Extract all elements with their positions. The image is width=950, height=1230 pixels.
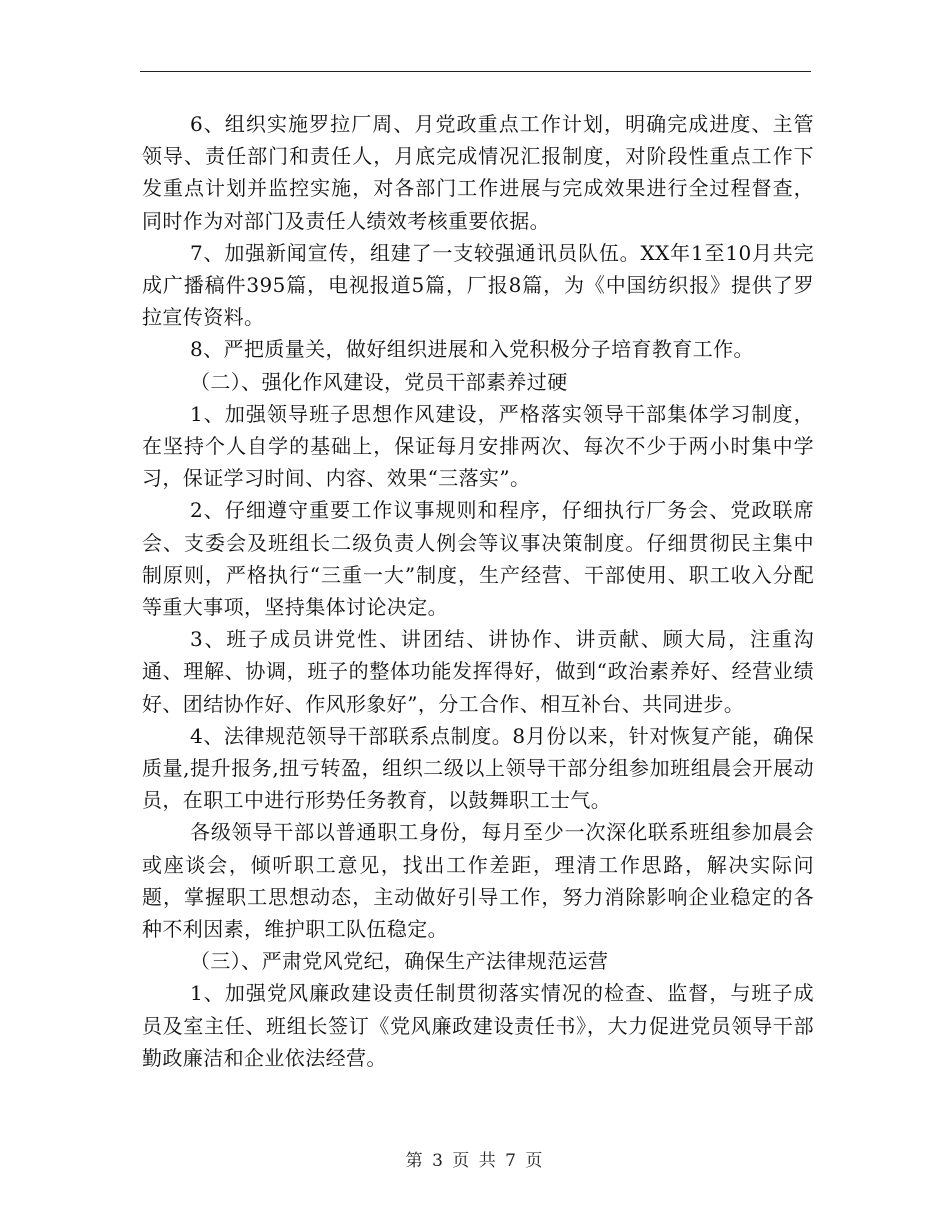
document-body: [142, 108, 814, 1074]
paragraph-item-2-4: 4、法律规范领导干部联系点制度。8月份以来，针对恢复产能，确保质量,提升报务,扭亏转盈，组织二级以上领导干部分组参加班组晨会开展动员，在职工中进行形势任务教育，以鼓舞职工士气。: [142, 723, 814, 813]
paragraph-item-3-1: 1、加强党风廉政建设责任制贯彻落实情况的检查、监督，与班子成员及室主任、班组长签订《党风廉政建设责任书》，大力促进党员领导干部勤政廉洁和企业依法经营。: [142, 981, 814, 1070]
section-heading-2: （二）、强化作风建设，党员干部素养过硬: [190, 369, 568, 394]
paragraph-item-2-1: 1、加强领导班子思想作风建设，严格落实领导干部集体学习制度，在坚持个人自学的基础上，保证每月安排两次、每次不少于两小时集中学习，保证学习时间、内容、效果“三落实”。: [142, 401, 814, 491]
paragraph-item-2-2: 2、仔细遵守重要工作议事规则和程序，仔细执行厂务会、党政联席会、支委会及班组长二级负责人例会等议事决策制度。仔细贯彻民主集中制原则，严格执行“三重一大”制度，生产经营、干部使用、职工收入分配等重大事项，坚持集体讨论决定。: [142, 498, 814, 620]
paragraph-item-6: 6、组织实施罗拉厂周、月党政重点工作计划，明确完成进度、主管领导、责任部门和责任人，月底完成情况汇报制度，对阶段性重点工作下发重点计划并监控实施，对各部门工作进展与完成效果进行全过程督查，同时作为对部门及责任人绩效考核重要依据。: [142, 112, 814, 233]
paragraph-item-8: 8、严把质量关，做好组织进展和入党积极分子培育教育工作。: [190, 337, 754, 362]
header-rule: [140, 71, 811, 72]
paragraph-item-7: 7、加强新闻宣传，组建了一支较强通讯员队伍。XX年1至10月共完成广播稿件395篇，电视报道5篇，厂报8篇，为《中国纺织报》提供了罗拉宣传资料。: [142, 240, 814, 330]
section-heading-3: （三）、严肃党风党纪，确保生产法律规范运营: [190, 949, 609, 974]
page-number-footer: 第 3 页 共 7 页: [405, 1151, 545, 1171]
paragraph-leaders-contact: 各级领导干部以普通职工身份，每月至少一次深化联系班组参加晨会或座谈会，倾听职工意见，找出工作差距，理清工作思路，解决实际问题，掌握职工思想动态，主动做好引导工作，努力消除影响企业稳定的各种不利因素，维护职工队伍稳定。: [142, 820, 814, 942]
paragraph-item-2-3: 3、班子成员讲党性、讲团结、讲协作、讲贡献、顾大局，注重沟通、理解、协调，班子的整体功能发挥得好，做到“政治素养好、经营业绩好、团结协作好、作风形象好”，分工合作、相互补台、共同进步。: [142, 627, 814, 716]
